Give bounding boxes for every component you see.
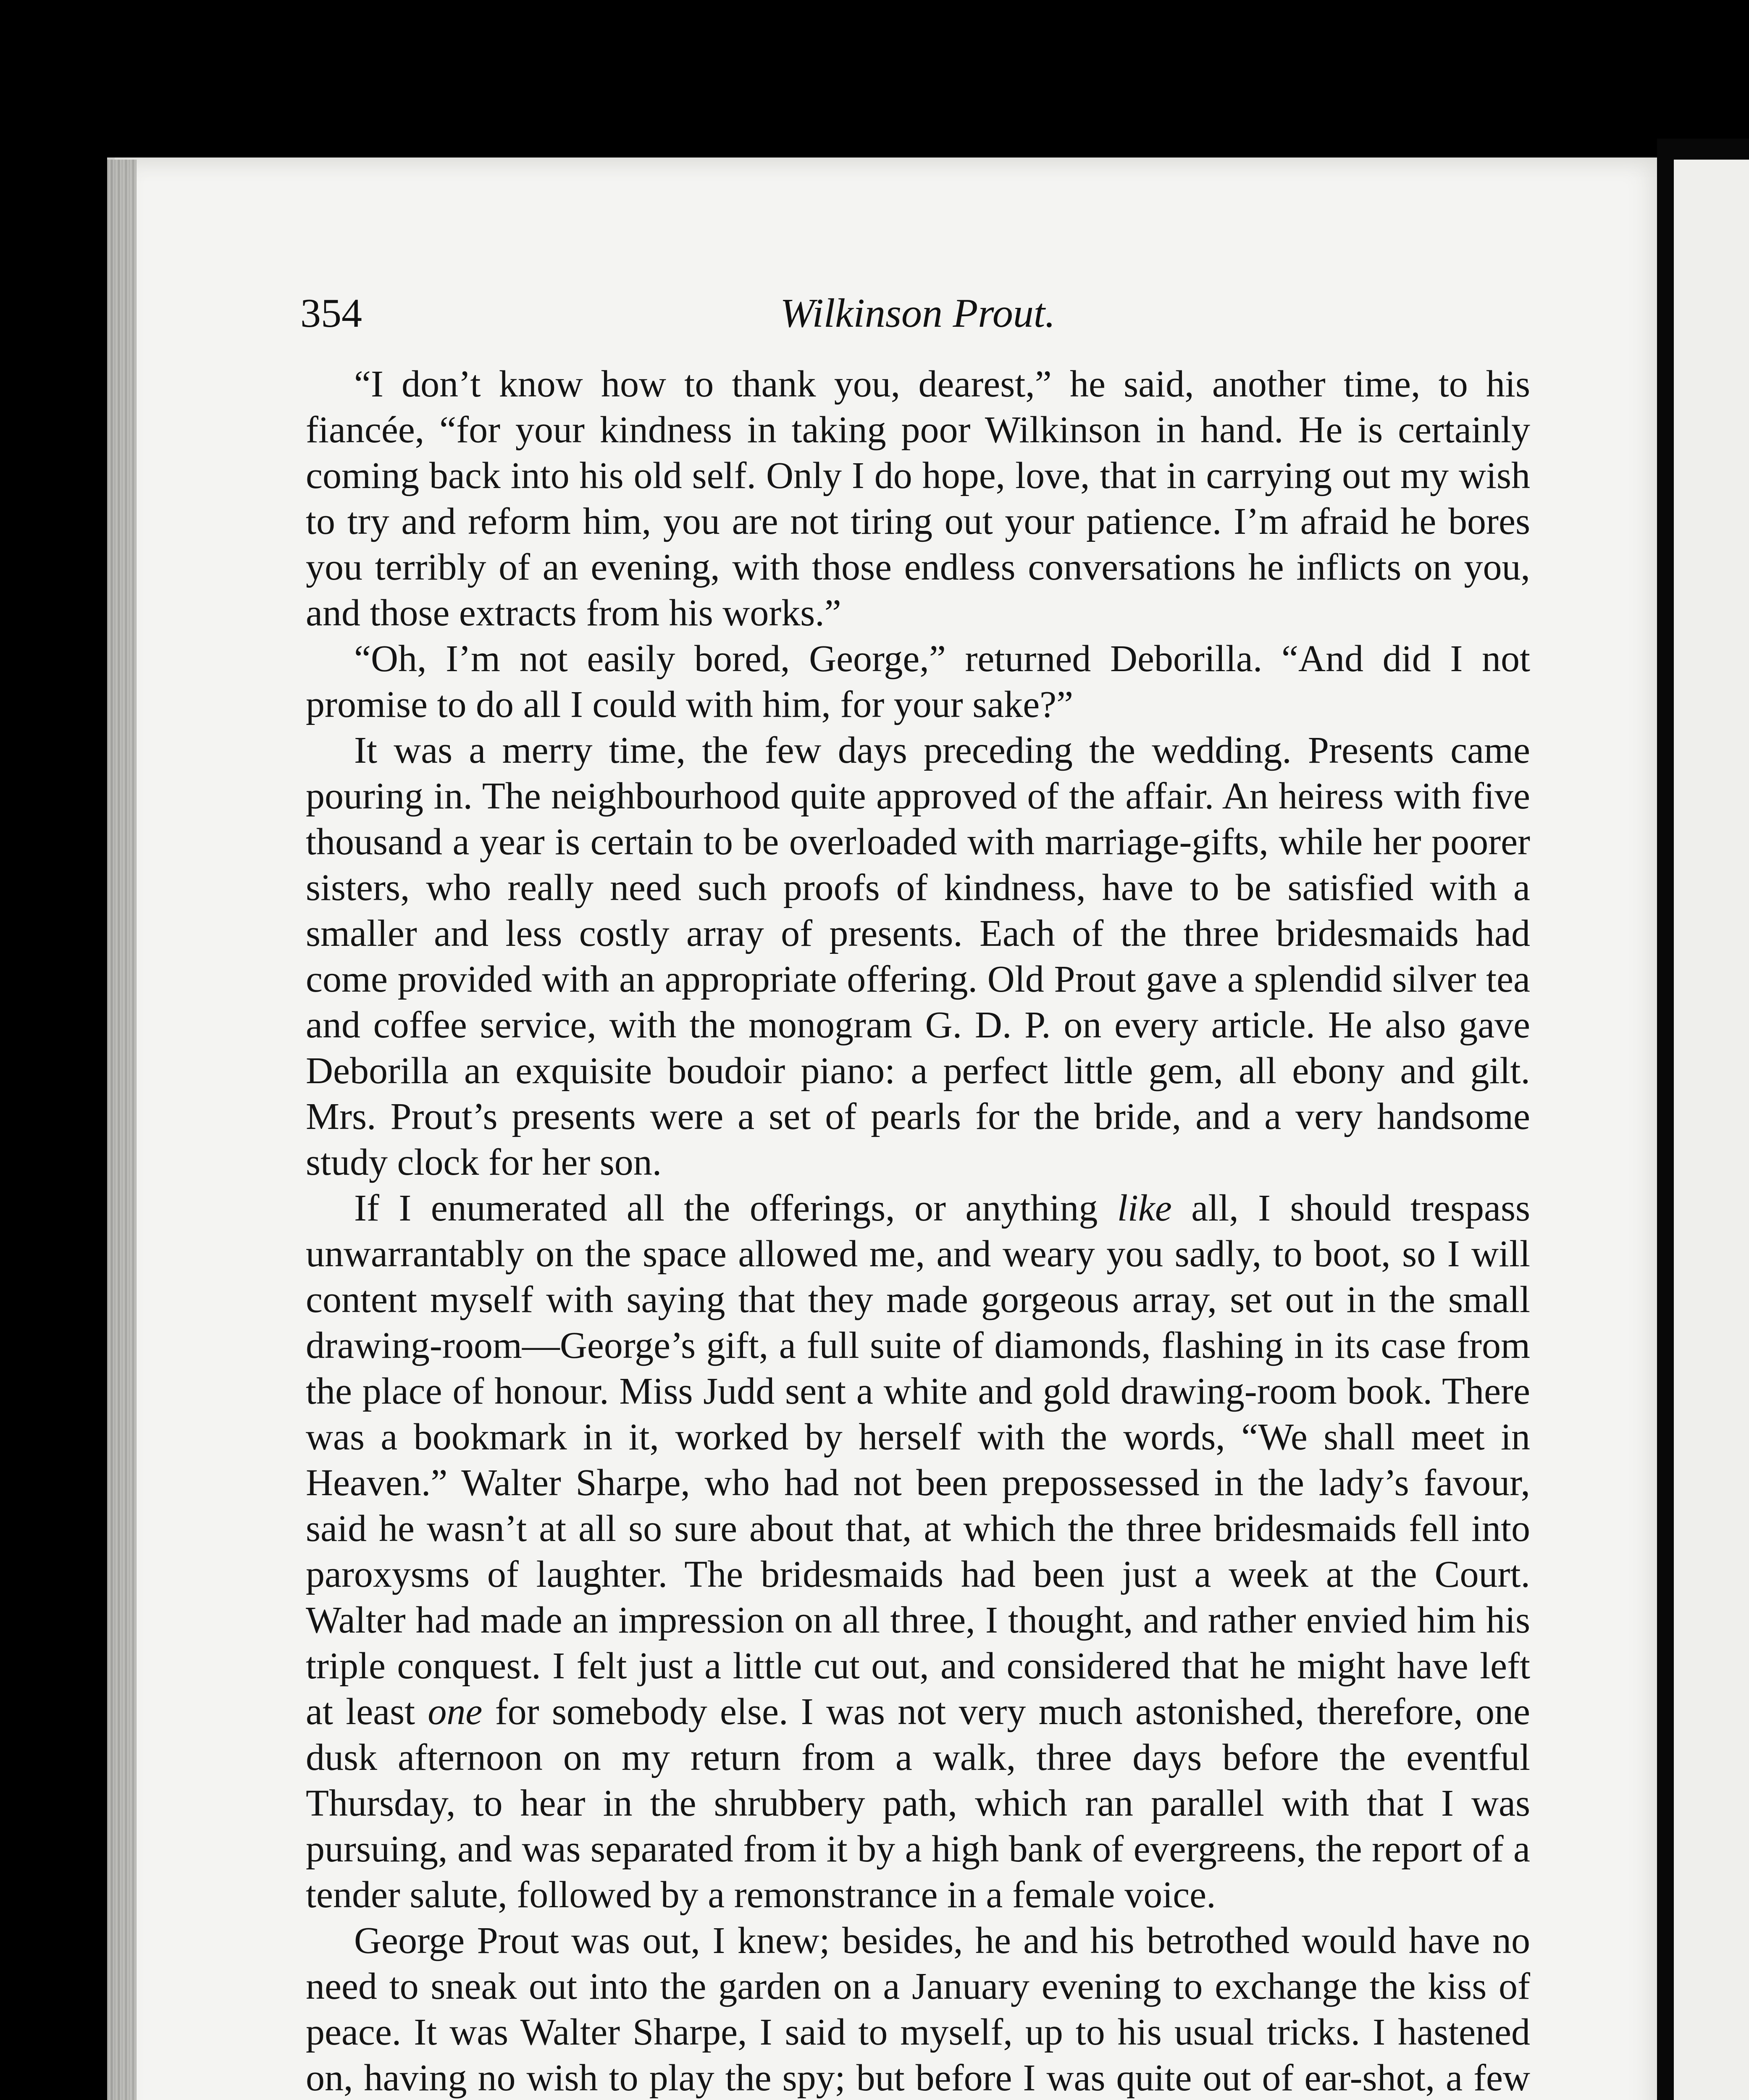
paragraph-text: It was a merry time, the few days preceding the wedding. Presents came pouring in. The neighbourhood quite approved of the affair. An heiress with five thousand a year is certain to be overloaded with marriage-gifts, while her poorer sisters, who really need such proofs of kindness, have to be satisfied with a smaller and less costly array of presents. Each of the three bridesmaids had come provided with an appropriate offering. Old Prout gave a splendid silver tea and coffee service, with the monogram G. D. P. on every article. He also gave Deborilla an exquisite boudoir piano: a perfect little gem, all ebony and gilt. Mrs. Prout’s presents were a set of pearls for the bride, and a very handsome study clock for her son. — [306, 730, 1530, 1183]
paragraph-text: for somebody else. I was not very much astonished, therefore, one dusk afternoon on my return from a walk, three days before the eventful Thursday, to hear in the shrubbery path, which ran parallel with that I was pursuing, and was separated from it by a high bank of evergreens, the report of a tender salute, followed by a remonstrance in a female voice. — [306, 1691, 1530, 1916]
body-text — [306, 361, 1530, 2100]
page-header — [300, 290, 1535, 344]
paragraph-text: “I don’t know how to thank you, dearest,” he said, another time, to his fiancée, “for your kindness in taking poor Wilkinson in hand. He is certainly coming back into his old self. Only I do hope, love, that in carrying out my wish to try and reform him, you are not tiring out your patience. I’m afraid he bores you terribly of an evening, with those endless conversations he inflicts on you, and those extracts from his works.” — [306, 363, 1530, 634]
paragraph — [306, 727, 1530, 1185]
page-number: 354 — [300, 291, 362, 336]
paragraph — [306, 361, 1530, 636]
italic-text: one — [428, 1691, 483, 1732]
paragraph-text: all, I should trespass unwarrantably on the space allowed me, and weary you sadly, to boot, so I will content myself with saying that they made gorgeous array, set out in the small drawing-room—George’s gift, a full suite of diamonds, flashing in its case from the place of honour. Miss Judd sent a white and gold drawing-room book. There was a bookmark in it, worked by herself with the words, “We shall meet in Heaven.” Walter Sharpe, who had not been prepossessed in the lady’s favour, said he wasn’t at all so sure about that, at which the three bridesmaids fell into paroxysms of laughter. The bridesmaids had been just a week at the Court. Walter had made an impression on all three, I thought, and rather envied him his triple conquest. I felt just a little cut out, and considered that he might have left at least — [306, 1187, 1530, 1732]
italic-text: like — [1117, 1187, 1172, 1229]
paragraph — [306, 636, 1530, 727]
facing-page-edge — [1674, 160, 1749, 2100]
paragraph-text: “Oh, I’m not easily bored, George,” returned Deborilla. “And did I not promise to do all I could with him, for your sake?” — [306, 638, 1530, 725]
paragraph — [306, 1185, 1530, 1918]
page-binding-edge — [107, 160, 137, 2100]
paragraph-text: If I enumerated all the offerings, or anything — [354, 1187, 1117, 1229]
paragraph — [306, 1918, 1530, 2100]
paragraph-text: George Prout was out, I knew; besides, he and his betrothed would have no need to sneak out into the garden on a January evening to exchange the kiss of peace. It was Walter Sharpe, I said to myself, up to his usual tricks. I hastened on, having no wish to play the spy; but before I was quite out of ear-shot, a few — [306, 1920, 1530, 2099]
running-title: Wilkinson Prout. — [780, 291, 1056, 336]
